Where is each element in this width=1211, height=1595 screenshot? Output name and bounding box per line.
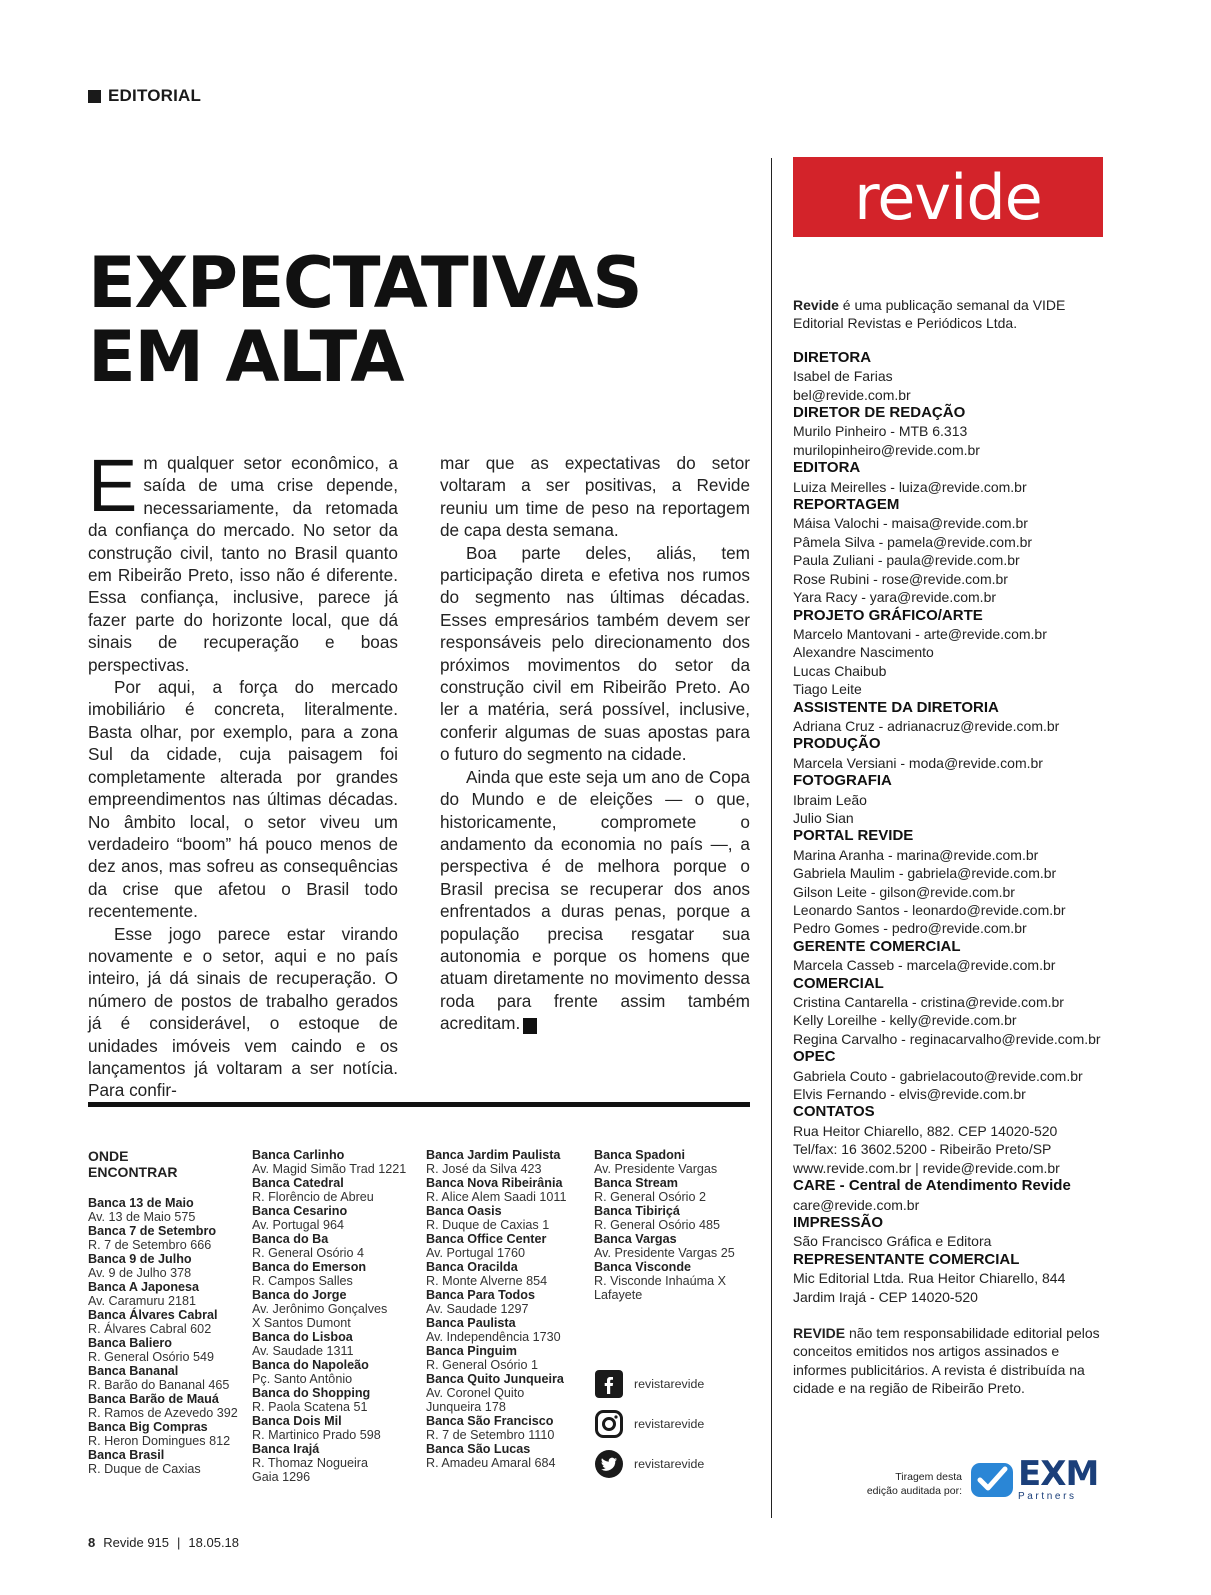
- newsstand-name: Banca Big Compras: [88, 1420, 208, 1434]
- newsstand-address: Av. Saudade 1297: [426, 1302, 529, 1316]
- instagram-icon: [594, 1409, 624, 1439]
- newsstand-name: Banca Office Center: [426, 1232, 547, 1246]
- masthead-line: Tiago Leite: [793, 681, 862, 698]
- article-column-1: [88, 444, 398, 1102]
- masthead-line: Máisa Valochi - maisa@revide.com.br: [793, 515, 1028, 532]
- newsstand-address: R. Duque de Caxias 1: [426, 1218, 550, 1232]
- masthead-role: CONTATOS: [793, 1103, 875, 1121]
- headline-line-1: EXPECTATIVAS: [88, 242, 642, 324]
- social-handle: revistarevide: [634, 1377, 705, 1391]
- newsstand-name: Banca Para Todos: [426, 1288, 535, 1302]
- revide-logo: revide: [793, 157, 1103, 237]
- masthead-role: GERENTE COMERCIAL: [793, 937, 961, 955]
- newsstand-name: Banca do Lisboa: [252, 1330, 353, 1344]
- newsstand-address: Av. Coronel Quito: [426, 1386, 525, 1400]
- newsstand-address: Pç. Santo Antônio: [252, 1372, 353, 1386]
- check-badge-icon: [970, 1460, 1014, 1500]
- article-paragraph: mar que as expectativas do setor voltaram a ser positivas, a Revide reuniu um time de peso na reportagem de capa desta semana.: [440, 453, 750, 541]
- facebook-icon: [594, 1369, 624, 1399]
- masthead-line: Mic Editorial Ltda. Rua Heitor Chiarello, 844: [793, 1270, 1066, 1287]
- masthead-role: DIRETOR DE REDAÇÃO: [793, 404, 966, 422]
- masthead-line: São Francisco Gráfica e Editora: [793, 1233, 992, 1250]
- newsstand-address: Av. 13 de Maio 575: [88, 1210, 196, 1224]
- masthead-line: Isabel de Farias: [793, 368, 893, 385]
- newsstand-name: Banca 13 de Maio: [88, 1196, 194, 1210]
- newsstand-address: Av. Presidente Vargas 25: [594, 1246, 735, 1260]
- twitter-icon: [594, 1449, 624, 1479]
- newsstand-name: Banca do Jorge: [252, 1288, 347, 1302]
- audit-text: Tiragem desta edição auditada por:: [866, 1471, 962, 1497]
- masthead-line: Rua Heitor Chiarello, 882. CEP 14020-520: [793, 1122, 1058, 1139]
- issue-label: Revide 915: [103, 1535, 170, 1550]
- newsstand-address: X Santos Dumont: [252, 1316, 351, 1330]
- newsstand-address: R. General Osório 549: [88, 1350, 214, 1364]
- newsstand-name: Banca Álvares Cabral: [88, 1308, 218, 1322]
- masthead-role: OPEC: [793, 1048, 836, 1066]
- masthead-role: IMPRESSÃO: [793, 1213, 884, 1231]
- newsstand-address: R. Florêncio de Abreu: [252, 1190, 374, 1204]
- find-title: ONDE ENCONTRAR: [88, 1148, 178, 1180]
- newsstand-address: R. Visconde Inhaúma X: [594, 1274, 727, 1288]
- masthead-role: FOTOGRAFIA: [793, 772, 892, 790]
- masthead-line: Kelly Loreilhe - kelly@revide.com.br: [793, 1012, 1017, 1029]
- newsstand-address: R. Monte Alverne 854: [426, 1274, 548, 1288]
- headline-line-2: EM ALTA: [88, 316, 404, 398]
- newsstand-address: Lafayete: [594, 1288, 643, 1302]
- article-paragraph: Em qualquer setor econômico, a saída de uma crise depende, necessariamente, da retomada da confiança do mercado. No setor da construção civil, tanto no Brasil quanto em Ribeirão Preto, isso não é diferente. Essa confiança, inclusive, parece já fazer parte do horizonte local, que dá sinais de recuperação e boas perspectivas.: [88, 444, 398, 675]
- newsstand-address: R. José da Silva 423: [426, 1162, 542, 1176]
- masthead-line: Regina Carvalho - reginacarvalho@revide.com.br: [793, 1030, 1101, 1047]
- newsstand-name: Banca Baliero: [88, 1336, 172, 1350]
- newsstand-name: Banca Paulista: [426, 1316, 516, 1330]
- masthead-line: Pâmela Silva - pamela@revide.com.br: [793, 533, 1033, 550]
- masthead-line: murilopinheiro@revide.com.br: [793, 441, 980, 458]
- folio-separator: |: [177, 1535, 181, 1550]
- vertical-rule: [771, 158, 772, 1518]
- newsstand-address: R. 7 de Setembro 1110: [426, 1428, 555, 1442]
- find-column-3: [426, 1148, 590, 1470]
- newsstand-name: Banca Bananal: [88, 1364, 179, 1378]
- masthead-role: ASSISTENTE DA DIRETORIA: [793, 698, 999, 716]
- newsstand-address: R. Barão do Bananal 465: [88, 1378, 230, 1392]
- newsstand-address: R. Heron Domingues 812: [88, 1434, 231, 1448]
- newsstand-address: Av. Jerônimo Gonçalves: [252, 1302, 388, 1316]
- masthead-line: Elvis Fernando - elvis@revide.com.br: [793, 1086, 1026, 1103]
- issue-date: 18.05.18: [188, 1535, 240, 1550]
- section-square-icon: [88, 90, 101, 103]
- masthead-line: Marcelo Mantovani - arte@revide.com.br: [793, 625, 1047, 642]
- audit-badge: [858, 1452, 1108, 1502]
- newsstand-address: R. General Osório 4: [252, 1246, 364, 1260]
- masthead-line: www.revide.com.br | revide@revide.com.br: [793, 1159, 1060, 1176]
- disclaimer: REVIDE não tem responsabilidade editorial pelos conceitos emitidos nos artigos assinados e informes publicitários. A revista é distribuída na cidade e na região de Ribeirão Preto.: [793, 1324, 1100, 1397]
- newsstand-name: Banca Carlinho: [252, 1148, 345, 1162]
- masthead-line: Tel/fax: 16 3602.5200 - Ribeirão Preto/SP: [793, 1141, 1052, 1158]
- masthead-line: Jardim Irajá - CEP 14020-520: [793, 1288, 978, 1305]
- newsstand-address: Av. Caramuru 2181: [88, 1294, 197, 1308]
- newsstand-address: Av. Independência 1730: [426, 1330, 561, 1344]
- find-column-1: [88, 1148, 248, 1476]
- newsstand-name: Banca Vargas: [594, 1232, 677, 1246]
- newsstand-address: Av. Presidente Vargas: [594, 1162, 718, 1176]
- newsstand-name: Banca Oasis: [426, 1204, 502, 1218]
- masthead-line: Leonardo Santos - leonardo@revide.com.br: [793, 902, 1066, 918]
- social-handle: revistarevide: [634, 1417, 705, 1431]
- article-paragraph: Ainda que este seja um ano de Copa do Mundo e de eleições — o que, historicamente, compromete o andamento da economia no país —, a perspectiva é de melhora porque o Brasil precisa se recuperar dos anos enfrentados a duras penas, porque a população precisa resgatar sua autonomia e porque os homens que atuam diretamente no movimento dessa roda para frente assim também acreditam. r: [440, 766, 750, 1034]
- newsstand-name: Banca Cesarino: [252, 1204, 348, 1218]
- newsstand-name: Banca 7 de Setembro: [88, 1224, 217, 1238]
- masthead-line: Marcela Casseb - marcela@revide.com.br: [793, 957, 1056, 974]
- masthead-line: Marina Aranha - marina@revide.com.br: [793, 846, 1039, 863]
- masthead-line: bel@revide.com.br: [793, 386, 911, 403]
- masthead-line: Adriana Cruz - adrianacruz@revide.com.br: [793, 717, 1060, 734]
- article-paragraph: Por aqui, a força do mercado imobiliário é concreta, literalmente. Basta olhar, por exemplo, para a zona Sul da cidade, cuja paisagem foi completamente alterada por grandes empreendimentos nas últimas décadas. No âmbito local, o setor viveu um verdadeiro “boom” há pouco menos de dez anos, mas sofreu as consequências da crise que afetou o Brasil todo recentemente.: [88, 677, 398, 922]
- newsstand-address: R. Duque de Caxias: [88, 1462, 201, 1476]
- masthead-line: Luiza Meirelles - luiza@revide.com.br: [793, 478, 1027, 495]
- newsstand-name: Banca Quito Junqueira: [426, 1372, 564, 1386]
- newsstand-address: Av. 9 de Julho 378: [88, 1266, 192, 1280]
- newsstand-name: Banca Visconde: [594, 1260, 692, 1274]
- exm-logo: EXM Partners: [970, 1457, 1098, 1502]
- newsstand-name: Banca A Japonesa: [88, 1280, 200, 1294]
- headline: [88, 242, 748, 398]
- newsstand-name: Banca do Shopping: [252, 1386, 371, 1400]
- newsstand-name: Banca do Napoleão: [252, 1358, 369, 1372]
- article-paragraph: Boa parte deles, aliás, tem participação direta e efetiva nos rumos do segmento nas últimas décadas. Esses empresários também devem ser responsáveis pelo direcionamento dos próximos movimentos do setor da construção civil em Ribeirão Preto. Ao ler a matéria, será possível, inclusive, conferir algumas de suas apostas para o futuro do segmento na cidade.: [440, 542, 750, 765]
- newsstand-name: Banca Barão de Mauá: [88, 1392, 219, 1406]
- newsstand-address: R. Alice Alem Saadi 1011: [426, 1190, 567, 1204]
- masthead-role: REPRESENTANTE COMERCIAL: [793, 1250, 1020, 1268]
- newsstand-address: R. Martinico Prado 598: [252, 1428, 381, 1442]
- masthead-line: Marcela Versiani - moda@revide.com.br: [793, 754, 1043, 771]
- newsstand-name: Banca Brasil: [88, 1448, 165, 1462]
- newsstand-name: Banca Nova Ribeirânia: [426, 1176, 563, 1190]
- end-mark-icon: r: [523, 1018, 537, 1034]
- newsstand-name: Banca Catedral: [252, 1176, 344, 1190]
- masthead-line: Ibraim Leão: [793, 791, 867, 808]
- newsstand-name: Banca Dois Mil: [252, 1414, 342, 1428]
- section-label: EDITORIAL: [108, 86, 202, 105]
- newsstand-address: R. General Osório 2: [594, 1190, 706, 1204]
- newsstand-name: Banca Oracilda: [426, 1260, 518, 1274]
- page-number: 8: [88, 1535, 96, 1550]
- masthead-role: PRODUÇÃO: [793, 735, 881, 753]
- find-column-2: [252, 1148, 420, 1484]
- masthead-line: Gilson Leite - gilson@revide.com.br: [793, 883, 1015, 900]
- masthead-line: Murilo Pinheiro - MTB 6.313: [793, 423, 968, 440]
- newsstand-name: Banca Spadoni: [594, 1148, 685, 1162]
- newsstand-name: Banca São Lucas: [426, 1442, 531, 1456]
- section-tag: [88, 86, 201, 106]
- newsstand-address: R. Thomaz Nogueira: [252, 1456, 368, 1470]
- newsstand-name: Banca Tibiriçá: [594, 1204, 680, 1218]
- masthead-role: EDITORA: [793, 459, 861, 477]
- newsstand-name: Banca Pinguim: [426, 1344, 517, 1358]
- masthead-intro: Revide é uma publicação semanal da VIDE Editorial Revistas e Periódicos Ltda.: [793, 297, 1066, 332]
- newsstand-address: Junqueira 178: [426, 1400, 506, 1414]
- newsstand-address: R. Ramos de Azevedo 392: [88, 1406, 238, 1420]
- social-twitter[interactable]: [594, 1449, 754, 1479]
- masthead-role: PORTAL REVIDE: [793, 827, 914, 845]
- newsstand-address: R. Paola Scatena 51: [252, 1400, 368, 1414]
- newsstand-name: Banca Jardim Paulista: [426, 1148, 561, 1162]
- social-handle: revistarevide: [634, 1457, 705, 1471]
- article-paragraph: Esse jogo parece estar virando novamente e o setor, aqui e no país inteiro, já dá sinais de recuperação. O número de postos de trabalho gerados já é considerável, o estoque de unidades imóveis vem caindo e os lançamentos já voltaram a ser notícia. Para confir-: [88, 923, 398, 1101]
- masthead-role: REPORTAGEM: [793, 496, 900, 514]
- horizontal-rule: [88, 1102, 750, 1107]
- newsstand-address: Av. Saudade 1311: [252, 1344, 354, 1358]
- newsstand-address: Gaia 1296: [252, 1470, 311, 1484]
- newsstand-address: R. Álvares Cabral 602: [88, 1322, 212, 1336]
- masthead: [793, 296, 1113, 1398]
- masthead-line: Julio Sian: [793, 809, 854, 826]
- newsstand-address: R. Amadeu Amaral 684: [426, 1456, 556, 1470]
- newsstand-address: R. 7 de Setembro 666: [88, 1238, 212, 1252]
- masthead-role: PROJETO GRÁFICO/ARTE: [793, 606, 983, 624]
- masthead-line: Yara Racy - yara@revide.com.br: [793, 589, 997, 606]
- newsstand-name: Banca 9 de Julho: [88, 1252, 192, 1266]
- newsstand-name: Banca Irajá: [252, 1442, 320, 1456]
- social-instagram[interactable]: [594, 1409, 754, 1439]
- newsstand-address: Av. Magid Simão Trad 1221: [252, 1162, 407, 1176]
- masthead-line: Cristina Cantarella - cristina@revide.com.br: [793, 994, 1064, 1011]
- newsstand-name: Banca São Francisco: [426, 1414, 554, 1428]
- newsstand-address: R. General Osório 485: [594, 1218, 720, 1232]
- masthead-role: CARE - Central de Atendimento Revide: [793, 1177, 1071, 1195]
- masthead-line: Alexandre Nascimento: [793, 644, 934, 661]
- find-column-4: [594, 1148, 754, 1302]
- newsstand-address: R. Campos Salles: [252, 1274, 353, 1288]
- social-facebook[interactable]: [594, 1369, 754, 1399]
- newsstand-address: Av. Portugal 964: [252, 1218, 344, 1232]
- newsstand-address: Av. Portugal 1760: [426, 1246, 525, 1260]
- masthead-line: Gabriela Couto - gabrielacouto@revide.com.br: [793, 1067, 1083, 1084]
- masthead-line: Paula Zuliani - paula@revide.com.br: [793, 552, 1020, 569]
- masthead-line: care@revide.com.br: [793, 1196, 920, 1213]
- newsstand-name: Banca Stream: [594, 1176, 678, 1190]
- newsstand-address: R. General Osório 1: [426, 1358, 538, 1372]
- drop-cap: E: [88, 444, 138, 527]
- article-column-2: [440, 452, 750, 1035]
- newsstand-name: Banca do Emerson: [252, 1260, 367, 1274]
- masthead-line: Gabriela Maulim - gabriela@revide.com.br: [793, 865, 1057, 882]
- newsstand-name: Banca do Ba: [252, 1232, 329, 1246]
- masthead-line: Rose Rubini - rose@revide.com.br: [793, 570, 1008, 587]
- masthead-line: Lucas Chaibub: [793, 662, 887, 679]
- masthead-line: Pedro Gomes - pedro@revide.com.br: [793, 920, 1027, 937]
- page-folio: [88, 1535, 239, 1550]
- masthead-role: COMERCIAL: [793, 974, 884, 992]
- masthead-role: DIRETORA: [793, 348, 872, 366]
